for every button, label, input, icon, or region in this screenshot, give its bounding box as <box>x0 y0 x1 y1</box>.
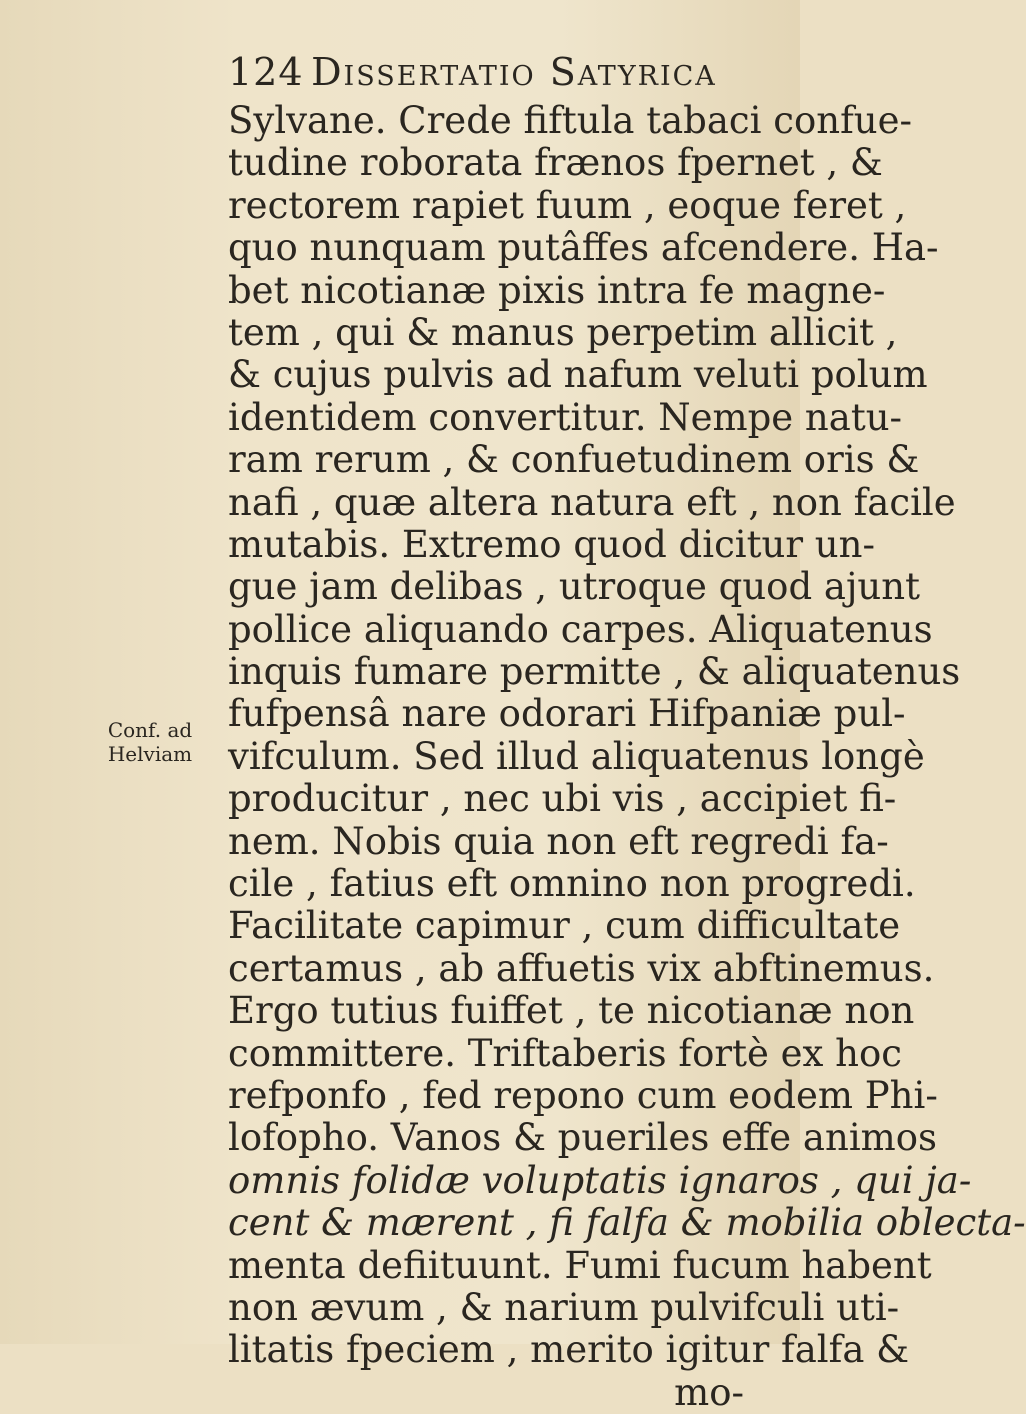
text-line: nafi , quæ altera natura eft , non facile <box>228 480 956 524</box>
text-line: cent & mærent , fi falfa & mobilia oblecta- <box>228 1201 1026 1245</box>
text-line: Ergo tutius fuiffet , te nicotianæ non <box>228 989 915 1033</box>
catchword: mo- <box>674 1370 744 1414</box>
margin-note <box>80 718 220 766</box>
text-line: Sylvane. Crede fiftula tabaci confue- <box>228 99 912 142</box>
text-line: cile , fatius eft omnino non progredi. <box>228 862 916 906</box>
text-line: producitur , nec ubi vis , accipiet fi- <box>228 777 897 821</box>
page-number: 124 <box>228 50 304 94</box>
text-line: identidem convertitur. Nempe natu- <box>228 395 903 439</box>
text-line: certamus , ab affuetis vix abftinemus. <box>228 946 935 990</box>
running-title: Dissertatio Satyrica <box>311 50 717 94</box>
text-line: vifculum. Sed illud aliquatenus longè <box>228 734 925 778</box>
text-line: inquis fumare permitte , & aliquatenus <box>228 650 961 694</box>
text-line: non ævum , & narium pulvifculi uti- <box>228 1285 900 1329</box>
margin-note-line: Helviam <box>107 742 193 766</box>
running-header <box>228 50 788 94</box>
text-line: fufpensâ nare odorari Hifpaniæ pul- <box>228 692 906 736</box>
text-line: quo nunquam putâffes afcendere. Ha- <box>228 226 939 270</box>
text-line: tem , qui & manus perpetim allicit , <box>228 310 898 354</box>
text-line: nem. Nobis quia non eft regredi fa- <box>228 819 889 863</box>
text-line: bet nicotianæ pixis intra fe magne- <box>228 268 886 312</box>
text-line: litatis fpeciem , merito igitur falfa & <box>228 1328 910 1372</box>
text-line: & cujus pulvis ad nafum veluti polum <box>228 353 928 397</box>
text-line: gue jam delibas , utroque quod ajunt <box>228 565 920 609</box>
text-line: menta defiituunt. Fumi fucum habent <box>228 1243 932 1287</box>
text-line: omnis folidæ voluptatis ignaros , qui ja- <box>228 1158 972 1202</box>
body-text <box>228 99 1026 1414</box>
text-line: mutabis. Extremo quod dicitur un- <box>228 522 875 566</box>
text-line: tudine roborata frænos fpernet , & <box>228 141 883 185</box>
text-line: lofopho. Vanos & pueriles effe animos <box>228 1116 937 1160</box>
text-line: Facilitate capimur , cum difficultate <box>228 904 901 948</box>
text-line: refponfo , fed repono cum eodem Phi- <box>228 1073 938 1117</box>
text-line: rectorem rapiet fuum , eoque feret , <box>228 183 907 227</box>
text-line: committere. Triftaberis fortè ex hoc <box>228 1031 902 1075</box>
margin-note-line: Conf. ad <box>107 718 193 742</box>
text-line: pollice aliquando carpes. Aliquatenus <box>228 607 933 651</box>
text-line: ram rerum , & confuetudinem oris & <box>228 438 920 482</box>
